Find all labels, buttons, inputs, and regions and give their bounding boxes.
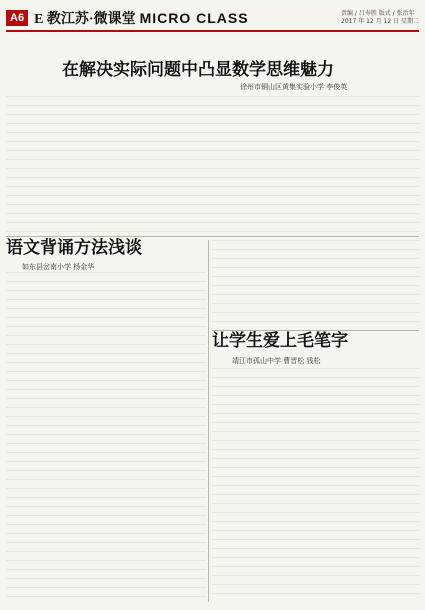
- article-3-body: [212, 368, 419, 602]
- article-1-body-continued: [212, 240, 419, 326]
- article-1-byline: 徐州市铜山区黄集实验小学 李俊英: [240, 83, 348, 91]
- date-line: 2017 年 12 月 12 日 星期二: [341, 18, 419, 25]
- column-title-en: MICRO CLASS: [139, 10, 249, 26]
- page-number-badge: A6: [6, 10, 28, 26]
- article-2-body: [6, 272, 206, 602]
- header-meta: [341, 10, 419, 26]
- article-2-headline: 语文背诵方法浅谈: [6, 238, 142, 258]
- article-2-byline: 如东县岔南小学 杨金华: [22, 263, 95, 271]
- divider: [6, 236, 419, 237]
- article-1-headline: 在解决实际问题中凸显数学思维魅力: [62, 60, 334, 80]
- article-1-body: [6, 96, 419, 234]
- editor-line: 责编 / 吕寿胜 版式 / 张治年: [341, 10, 415, 17]
- column-title-cn: E 教江苏·微课堂: [34, 12, 136, 27]
- divider: [208, 240, 209, 602]
- column-title: [34, 8, 249, 28]
- article-3-byline: 靖江市孤山中学 曹晋松 钱松: [232, 357, 321, 365]
- masthead: [6, 6, 419, 32]
- article-3-headline: 让学生爱上毛笔字: [212, 331, 348, 351]
